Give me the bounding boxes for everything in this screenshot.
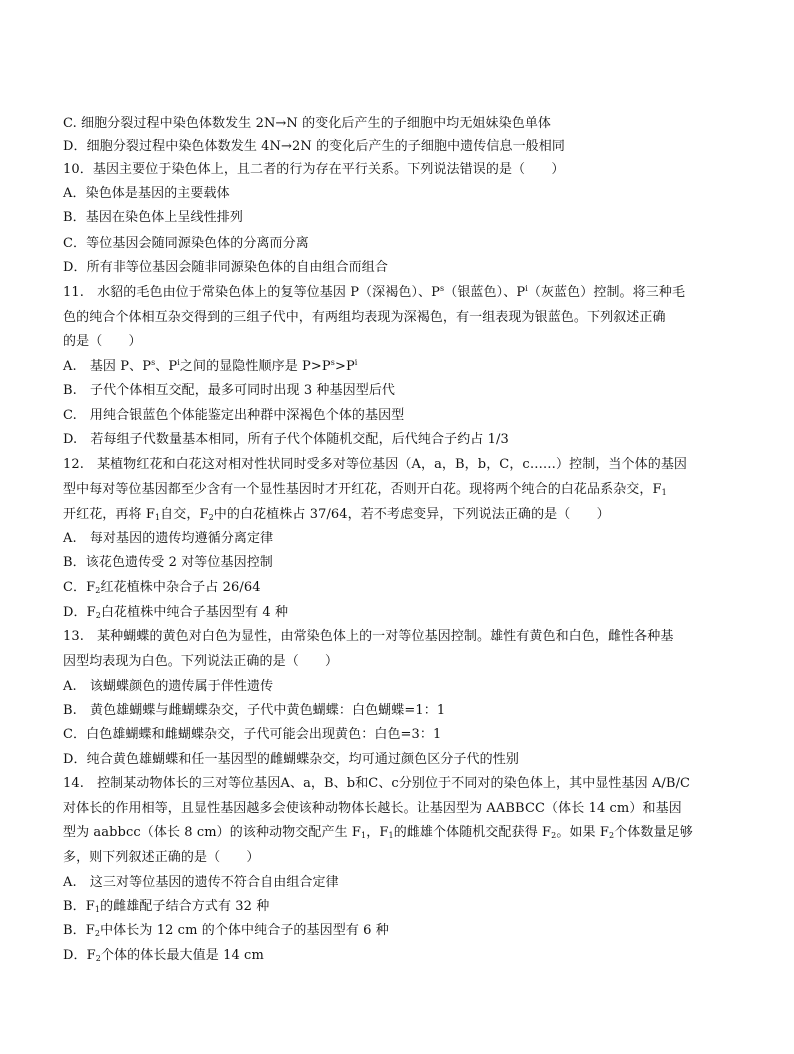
q10-option-d: D．所有非等位基因会随非同源染色体的自由组合而组合: [63, 260, 388, 275]
q11-option-c: C. 用纯合银蓝色个体能鉴定出种群中深褐色个体的基因型: [63, 408, 405, 423]
q13-stem-line2: 因型均表现为白色。下列说法正确的是（ ）: [63, 654, 339, 669]
q13-option-a: A. 该蝴蝶颜色的遗传属于伴性遗传: [63, 679, 274, 694]
q10-option-c: C．等位基因会随同源染色体的分离而分离: [63, 236, 309, 251]
q13-option-d: D．纯合黄色雄蝴蝶和任一基因型的雌蝴蝶杂交，均可通过颜色区分子代的性别: [63, 752, 519, 767]
q12-option-b: B．该花色遗传受 2 对等位基因控制: [63, 555, 273, 570]
q12-option-d: D．$F_2$白花植株中纯合子基因型有 4 种: [63, 605, 289, 620]
q10-stem: 10．基因主要位于染色体上，且二者的行为存在平行关系。下列说法错误的是（ ）: [63, 162, 565, 177]
q14-option-b-second: B．$F_2$中体长为 12 cm 的个体中纯合子的基因型有 6 种: [63, 923, 389, 938]
q11-stem-line3: 的是（ ）: [63, 334, 142, 349]
q11-option-a: A. 基因 P、$P^s$、$P^i$之间的显隐性顺序是 $P>P^s>P^i$: [63, 358, 358, 374]
q9-option-d: D．细胞分裂过程中染色体数发生 4N→2N 的变化后产生的子细胞中遗传信息一般相同: [63, 139, 565, 154]
q13-stem-line1: 13. 某种蝴蝶的黄色对白色为显性，由常染色体上的一对等位基因控制。雄性有黄色和白色，雌性各种基: [63, 629, 674, 644]
q11-option-b: B. 子代个体相互交配，最多可同时出现 3 种基因型后代: [63, 383, 396, 398]
q12-stem-line1: 12. 某植物红花和白花这对相对性状同时受多对等位基因（A，a，B，b，C，c……）控制，当个体的基因: [63, 457, 688, 472]
q13-option-c: C．白色雄蝴蝶和雌蝴蝶杂交，子代可能会出现黄色：白色=3：1: [63, 727, 442, 742]
q14-stem-line4: 多，则下列叙述正确的是（ ）: [63, 850, 260, 865]
q13-option-b: B. 黄色雄蝴蝶与雌蝴蝶杂交，子代中黄色蝴蝶：白色蝴蝶=1：1: [63, 703, 446, 718]
q12-stem-line3: 开红花，再将 $F_1$自交，$F_2$中的白花植株占 37/64，若不考虑变异，下列说法正确的是（ ）: [63, 507, 610, 522]
q14-stem-line3: 型为 aabbcc（体长 8 cm）的该种动物交配产生 $F_1$，$F_1$的雌雄个体随机交配获得 $F_2$。如果 $F_2$个体数量足够: [63, 825, 693, 840]
q11-option-d: D. 若每组子代数量基本相同，所有子代个体随机交配，后代纯合子约占 1/3: [63, 432, 509, 447]
q12-stem-line2: 型中每对等位基因都至少含有一个显性基因时才开红花，否则开白花。现将两个纯合的白花品系杂交，$F_1$: [63, 482, 667, 497]
q14-option-d: D．$F_2$个体的体长最大值是 14 cm: [63, 948, 264, 963]
q14-option-b: B．$F_1$的雌雄配子结合方式有 32 种: [63, 899, 270, 914]
q10-option-a: A．染色体是基因的主要载体: [63, 186, 230, 201]
q12-option-c: C．$F_2$红花植株中杂合子占 26/64: [63, 580, 261, 595]
q14-stem-line2: 对体长的作用相等，且显性基因越多会使该种动物体长越长。让基因型为 AABBCC（体长 14 cm）和基因: [63, 801, 682, 816]
q12-option-a: A. 每对基因的遗传均遵循分离定律: [63, 531, 274, 546]
q14-option-a: A. 这三对等位基因的遗传不符合自由组合定律: [63, 875, 339, 890]
q11-stem-line2: 色的纯合个体相互杂交得到的三组子代中，有两组均表现为深褐色，有一组表现为银蓝色。下列叙述正确: [63, 310, 666, 325]
q14-stem-line1: 14. 控制某动物体长的三对等位基因A、a，B、b和C、c分别位于不同对的染色体上，其中显性基因 A/B/C: [63, 776, 691, 791]
q9-option-c: C. 细胞分裂过程中染色体数发生 2N→N 的变化后产生的子细胞中均无姐妹染色单体: [63, 116, 552, 131]
q10-option-b: B．基因在染色体上呈线性排列: [63, 210, 243, 225]
q11-stem-line1: 11. 水貂的毛色由位于常染色体上的复等位基因 P（深褐色）、$P^s$（银蓝色）、$P^i$（灰蓝色）控制。将三种毛: [63, 284, 686, 300]
